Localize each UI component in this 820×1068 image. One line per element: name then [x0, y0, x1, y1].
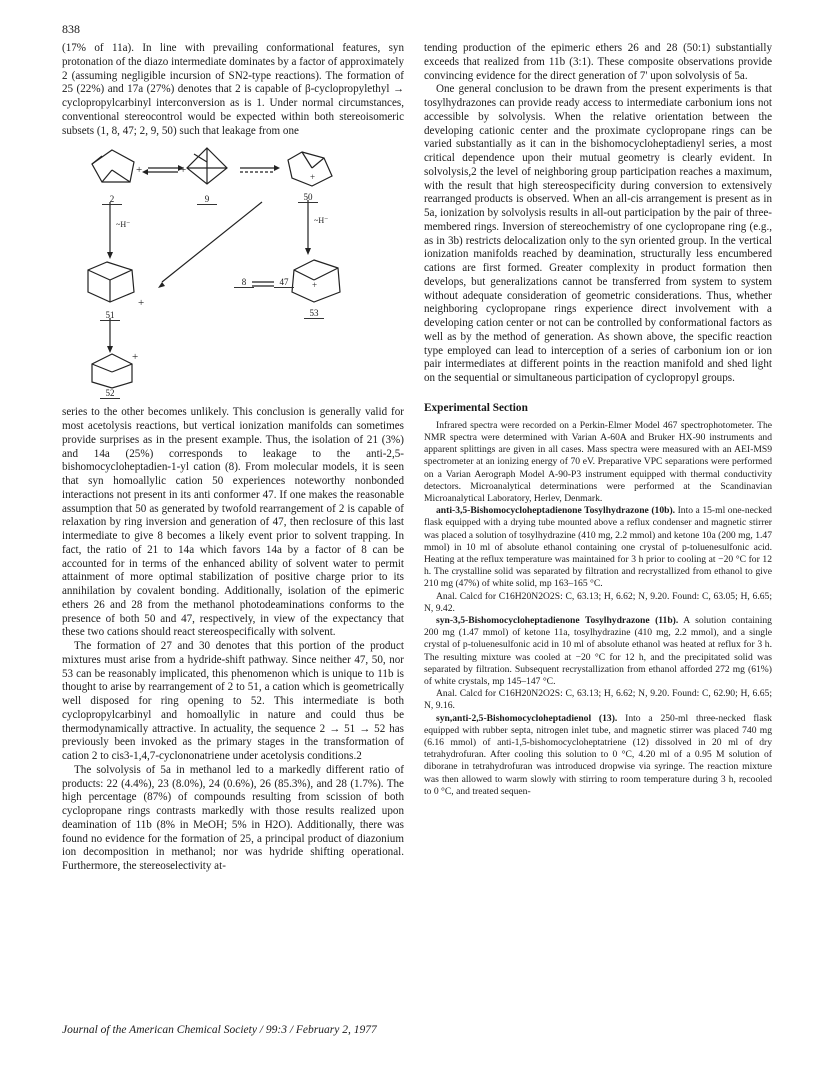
right-paragraph-1: tending production of the epimeric ethers 26 and 28 (50:1) substantially exceeds that realized from 11b (3:1). These composite observations provide convincing evidence for the direct generation of 7' upon solvolysis of 5a. — [424, 42, 772, 82]
compound-13-text: Into a 250-ml three-necked flask equipped with rubber septa, nitrogen inlet tube, and magnetic stirrer was placed 740 mg (6.16 mmol) of anti-1,5-bishomocycloheptatriene (12) dissolved in 20 ml of dry tetrahydrofuran. After cooling this solution to 0 °C, 4.20 ml of a 0.95 M solution of diborane in tetrahydrofuran was introduced dropwise via syringe. The reaction mixture was then allowed to warm slowly with stirring to room temperature during 3 h, recooled to 0 °C, and treated sequen- — [424, 712, 772, 797]
compound-10b-analysis: Anal. Calcd for C16H20N2O2S: C, 63.13; H, 6.62; N, 9.20. Found: C, 63.05; H, 6.65; N, 9.42. — [424, 590, 772, 614]
label-compound-9: 9 — [197, 194, 217, 205]
structure-51 — [88, 262, 134, 302]
structure-52 — [92, 354, 132, 388]
svg-text:+: + — [132, 351, 139, 364]
left-paragraph-2: series to the other becomes unlikely. This conclusion is generally valid for most acetolysis reactions, but vertical ionization manifolds can sometimes provide surprises as in the present example. Thus, the isolation of 21 (3%) and 14a (25%) corresponds to leakage to the anti-2,5-bishomocycloheptadien-1-yl cation (8). From molecular models, it is seen that syn homoallylic cation 50 experiences noteworthy nonbonded interactions not present in its anti conformer 47. If one makes the reasonable assumption that 50 as generated by twofold rearrangement of 2 is capable of relaxation by ring inversion and generation of 47, then reclosure of this last intermediate to give 8 becomes a likely event prior to solvent trapping. In fact, the ratio of 21 to 14a which favors 14a by a factor of 8 can be accounted for in terms of the enhanced ability of solvent water to permit attainment of more optimal stabilization of positive charge prior to its annihilation by covalent bonding. Additionally, isolation of the epimeric ethers 26 and 28 from the methanol photodeaminations conforms to the presence of both 50 and 47, respectively, in view of the expectancy that these two cations should react stereospecifically with solvent. — [62, 406, 404, 639]
compound-11b-text: A solution containing 200 mg (1.47 mmol) of ketone 11a, tosylhydrazine (410 mg, 2.2 mmol), and a single crystal of p-toluenesulfonic acid in 10 ml of absolute ethanol was heated at reflux for 3 h. The resulting mixture was cooled at −20 °C for 12 h, and the precipitated solid was separated by filtration. Subsequent recrystallization from ethanol afforded 272 mg (61%) of white crystals, mp 145–147 °C. — [424, 615, 772, 688]
label-compound-51: 51 — [100, 310, 120, 321]
experimental-section-heading: Experimental Section — [424, 401, 528, 414]
label-compound-52: 52 — [100, 388, 120, 399]
reaction-scheme — [62, 142, 404, 400]
hydride-shift-label-left: ~H⁻ — [116, 220, 131, 230]
label-compound-8: 8 — [234, 277, 254, 288]
label-compound-53: 53 — [304, 308, 324, 319]
left-paragraph-3: The formation of 27 and 30 denotes that this portion of the product mixtures must arise from a hydride-shift pathway. Since neither 47, 50, nor 53 can be reasonably implicated, this phenomenon which is unique to 11b is thought to arise by rearrangement of 2 to 51, a cation which is geometrically well disposed for ring opening to 52. This intermediate is both cyclopropylcarbinyl and homoallylic in nature and could thus be thermodynamically attractive. In actuality, the sequence 2 → 51 → 52 has previously been invoked as the primary stages in the transformation of cation 2 to cis3-1,4,7-cyclononatriene under acetolysis conditions.2 — [62, 640, 404, 762]
left-paragraph-4: The solvolysis of 5a in methanol led to a markedly different ratio of products: 22 (4.4%), 23 (8.0%), 24 (0.6%), 26 (85.3%), and 28 (1.7%). The high percentage (87%) of compounds resulting from scission of both cyclopropane rings contrasts markedly with those results realized upon deamination of 11b (8% in MeOH; 5% in H2O). Additionally, there was found no evidence for the formation of 25, a principal product of diazonium ion decomposition in methanol; nor was hydride shifting operational. Furthermore, the stereoselectivity at- — [62, 763, 404, 872]
compound-11b-paragraph — [424, 615, 772, 688]
compound-10b-paragraph — [424, 505, 772, 590]
svg-text:+: + — [310, 172, 316, 183]
right-column — [424, 42, 772, 798]
scheme-drawing — [62, 142, 362, 400]
experimental-intro: Infrared spectra were recorded on a Perkin-Elmer Model 467 spectrophotometer. The NMR spectra were determined with Varian A-60A and Bruker HX-90 instruments and apparent splittings are given in all cases. Mass spectra were measured with an AEI-MS9 spectrometer at an ionizing energy of 70 eV. Preparative VPC separations were performed on a Varian Aerograph Model A-90-P3 instrument equipped with thermal conductivity detectors. Microanalytical determinations were performed at the Scandinavian Microanalytical Laboratory, Herlev, Denmark. — [424, 419, 772, 504]
compound-13-title: syn,anti-2,5-Bishomocycloheptadienol (13). — [436, 712, 618, 724]
svg-text:+: + — [312, 280, 318, 291]
svg-text:+: + — [180, 164, 187, 177]
hydride-shift-label-right: ~H⁻ — [314, 216, 329, 226]
label-compound-2: 2 — [102, 194, 122, 205]
compound-13-paragraph — [424, 713, 772, 798]
svg-text:+: + — [136, 164, 143, 177]
compound-11b-title: syn-3,5-Bishomocycloheptadienone Tosylhydrazone (11b). — [436, 615, 679, 626]
left-paragraph-1: (17% of 11a). In line with prevailing conformational features, syn protonation of the diazo intermediate dominates by a factor of approximately 2 (assuming negligible incursion of SN2-type reactions). The formation of 25 (22%) and 17a (27%) denotes that 2 is capable of β-cyclopropylethyl → cyclopropylcarbinyl interconversion as is 1. Under normal circumstances, conventional stereocontrol would be expected within both stereoisomeric subsets (1, 8, 47; 2, 9, 50) such that leakage from one — [62, 42, 404, 137]
structure-2 — [92, 150, 134, 182]
svg-text:+: + — [138, 297, 145, 310]
right-paragraph-2: One general conclusion to be drawn from the present experiments is that tosylhydrazones can provide ready access to intermediate carbonium ions not accessible by solvolysis. When the relative orientation between the developing cationic center and the proximate cyclopropane rings can be varied substantially as it can in the bishomocycloheptadienyl series, a most critical dependence upon their mutual geometry is clearly evident. In solvolysis,2 the level of neighboring group participation reaches a maximum, with the result that high stereospecificity during conversion to extensively rearranged products is observed. When an all-cis arrangement is present as in 5a, ionization by solvolysis results in all-out participation by the pair of three-membered rings. Inversion of stereochemistry of one cyclopropane ring (e.g., as in 3b) restricts delocalization only to the syn oriented group. In the vertical ionization manifolds reached by deamination, structurally less encumbered cations are first formed. Greater complexity in product formation then develops, but generalizations cannot be transferred from system to system without adequate consideration of geometric considerations. Thus, whether neighboring cyclopropane rings experience direct involvement with a developing cation center or not can be controlled by conformational factors as well as by the method of generation. As shown above, the specific reaction type employed can lead to interception of a series of carbonium ion or ion pair intermediates at different points in the reaction manifold and shed light on the sequential or simultaneous participation of cyclopropyl groups. — [424, 83, 772, 384]
label-compound-47: 47 — [274, 277, 294, 288]
journal-footer: Journal of the American Chemical Society / 99:3 / February 2, 1977 — [62, 1024, 377, 1036]
compound-11b-analysis: Anal. Calcd for C16H20N2O2S: C, 63.13; H, 6.62; N, 9.20. Found: C, 62.90; H, 6.65; N, 9.16. — [424, 688, 772, 712]
label-compound-50: 50 — [298, 192, 318, 203]
page-number: 838 — [62, 22, 80, 36]
compound-10b-title: anti-3,5-Bishomocycloheptadienone Tosylhydrazone (10b). — [436, 505, 676, 517]
structure-9 — [187, 148, 227, 184]
compound-10b-text: Into a 15-ml one-necked flask equipped with a drying tube mounted above a reflux condenser and magnetic stirrer was placed a solution of tosylhydrazine (410 mg, 2.2 mmol) and ketone 10a (200 mg, 1.47 mmol) in 10 ml of absolute ethanol containing one crystal of p-toluenesulfonic acid. Heating at the reflux temperature was maintained for 3 h prior to cooling at −20 °C for 12 h. The crystalline solid was separated by filtration and recrystallized from ethanol to give 210 mg (47%) of white solid, mp 163–165 °C. — [424, 505, 772, 590]
left-column — [62, 42, 404, 874]
